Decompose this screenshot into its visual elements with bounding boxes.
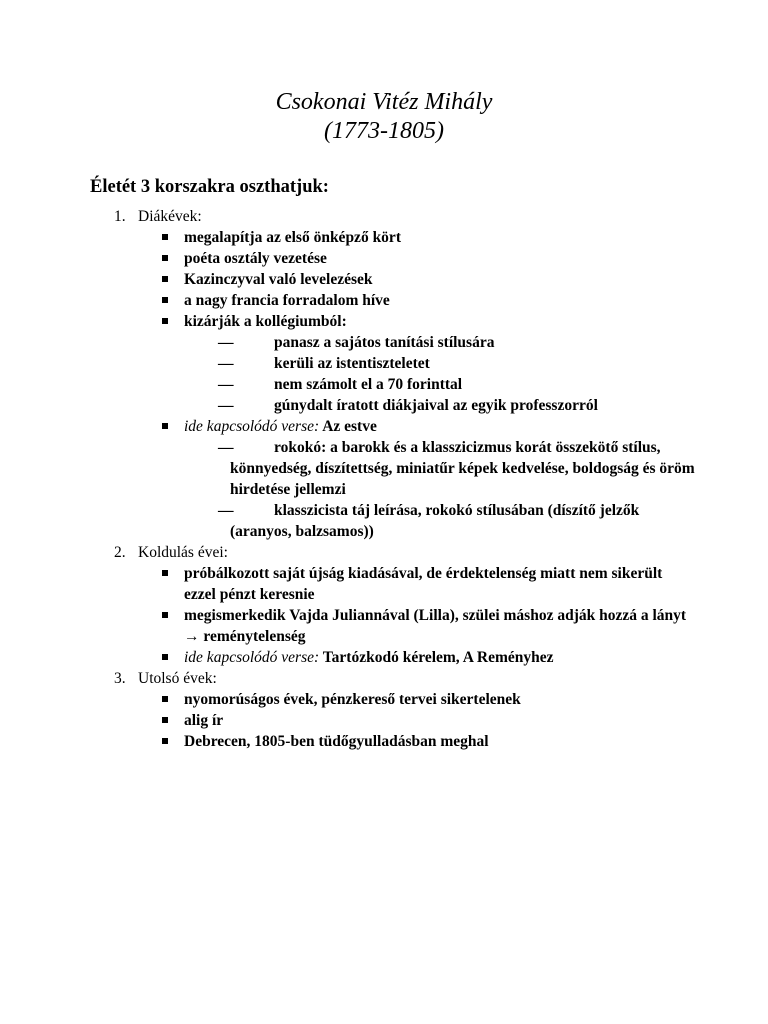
list-item-text: megismerkedik Vajda Juliannával (Lilla), szülei máshoz adják hozzá a lányt → reménytelenség <box>184 607 687 645</box>
sub-list-item-text: kerüli az istentiszteletet <box>274 355 430 372</box>
list-item-text: kizárják a kollégiumból: <box>184 313 347 330</box>
list-item <box>0 311 768 332</box>
section-2-header <box>0 542 768 563</box>
related-poem-label: ide kapcsolódó verse: <box>184 649 320 666</box>
list-item <box>0 248 768 269</box>
sub-list-item <box>0 332 768 353</box>
list-item-text: Debrecen, 1805-ben tüdőgyulladásban meghal <box>184 733 489 750</box>
sub-list-item-text: klasszicista táj leírása, rokokó stílusában (díszítő jelzők (aranyos, balzsamos)) <box>230 502 640 540</box>
list-item <box>0 647 768 668</box>
section-1-header <box>0 206 768 227</box>
list-item <box>0 227 768 248</box>
document-title <box>0 88 768 146</box>
sub-list-item-text: rokokó: a barokk és a klasszicizmus korát összekötő stílus, könnyedség, díszítettség, miniatűr képek kedvelése, boldogság és öröm hirdetése jellemzi <box>230 439 695 498</box>
list-item <box>0 416 768 437</box>
section-1-number: 1. <box>114 208 126 225</box>
outline-list <box>0 206 768 752</box>
square-bullet-icon <box>162 570 168 576</box>
section-heading: Életét 3 korszakra oszthatjuk: <box>90 177 329 197</box>
sub-list-item <box>0 353 768 374</box>
list-item <box>0 710 768 731</box>
square-bullet-icon <box>162 276 168 282</box>
list-item-text: a nagy francia forradalom híve <box>184 292 390 309</box>
dash-bullet-icon: — <box>218 439 234 456</box>
dash-bullet-icon: — <box>218 334 234 351</box>
section-1-label: Diákévek: <box>138 208 202 225</box>
square-bullet-icon <box>162 423 168 429</box>
list-item-text: poéta osztály vezetése <box>184 250 327 267</box>
section-3-number: 3. <box>114 670 126 687</box>
related-poem-label: ide kapcsolódó verse: <box>184 418 320 435</box>
square-bullet-icon <box>162 696 168 702</box>
dash-bullet-icon: — <box>218 502 234 519</box>
square-bullet-icon <box>162 234 168 240</box>
title-years: (1773-1805) <box>324 118 444 144</box>
square-bullet-icon <box>162 738 168 744</box>
list-item <box>0 290 768 311</box>
square-bullet-icon <box>162 612 168 618</box>
square-bullet-icon <box>162 297 168 303</box>
square-bullet-icon <box>162 318 168 324</box>
related-poem-title: Tartózkodó kérelem, A Reményhez <box>322 649 554 666</box>
square-bullet-icon <box>162 717 168 723</box>
section-2-label: Koldulás évei: <box>138 544 228 561</box>
square-bullet-icon <box>162 255 168 261</box>
sub-list-item <box>0 374 768 395</box>
section-3-header <box>0 668 768 689</box>
sub-list-item-text: nem számolt el a 70 forinttal <box>274 376 463 393</box>
list-item <box>0 731 768 752</box>
list-item-text: alig ír <box>184 712 224 729</box>
related-poem-title: Az estve <box>322 418 377 435</box>
section-3-label: Utolsó évek: <box>138 670 217 687</box>
square-bullet-icon <box>162 654 168 660</box>
list-item <box>0 605 768 647</box>
title-name: Csokonai Vitéz Mihály <box>275 89 493 115</box>
dash-bullet-icon: — <box>218 355 234 372</box>
section-2-number: 2. <box>114 544 126 561</box>
dash-bullet-icon: — <box>218 397 234 414</box>
list-item <box>0 563 768 605</box>
sub-list-item-text: gúnydalt íratott diákjaival az egyik professzorról <box>274 397 598 414</box>
dash-bullet-icon: — <box>218 376 234 393</box>
sub-list-item-text: panasz a sajátos tanítási stílusára <box>274 334 495 351</box>
list-item-text: nyomorúságos évek, pénzkereső tervei sikertelenek <box>184 691 521 708</box>
sub-list-item <box>0 395 768 416</box>
list-item <box>0 269 768 290</box>
list-item-text: megalapítja az első önképző kört <box>184 229 401 246</box>
sub-list-item <box>0 500 768 542</box>
list-item-text: Kazinczyval való levelezések <box>184 271 373 288</box>
sub-list-item <box>0 437 768 500</box>
list-item-text: próbálkozott saját újság kiadásával, de érdektelenség miatt nem sikerült ezzel pénzt keresnie <box>184 565 663 603</box>
list-item <box>0 689 768 710</box>
